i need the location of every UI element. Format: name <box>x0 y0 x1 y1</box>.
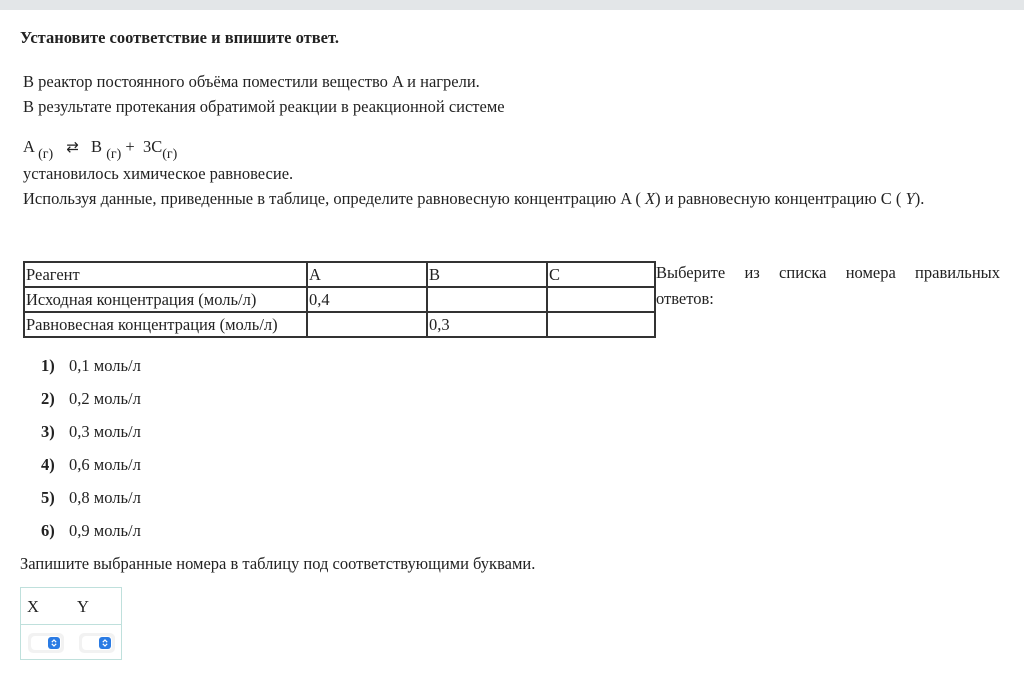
product-b: B <box>91 137 103 156</box>
write-instruction: Запишите выбранные номера в таблицу под соответствующими буквами. <box>20 554 536 573</box>
answer-options-list <box>41 353 141 551</box>
table-row <box>24 312 655 337</box>
table-cell <box>307 312 427 337</box>
task-instruction: Установите соответствие и впишите ответ. <box>20 28 339 47</box>
choose-instruction <box>656 260 1000 312</box>
task-text <box>23 69 1018 211</box>
answer-select-x[interactable] <box>28 633 64 653</box>
equilibrium-arrow-icon: ⇄ <box>66 138 79 156</box>
table-header-cell: Реагент <box>24 262 307 287</box>
list-item <box>41 419 141 452</box>
product-b-state: (г) <box>106 147 122 162</box>
table-row <box>24 287 655 312</box>
option-text: 0,2 моль/л <box>69 389 141 408</box>
table-cell <box>547 312 655 337</box>
list-item <box>41 353 141 386</box>
table-cell <box>547 287 655 312</box>
choose-line-2: ответов: <box>656 289 714 308</box>
plus-sign: + <box>125 137 135 156</box>
option-text: 0,6 моль/л <box>69 455 141 474</box>
option-number: 3) <box>41 422 55 441</box>
option-text: 0,3 моль/л <box>69 422 141 441</box>
table-header-row <box>24 262 655 287</box>
select-arrows-icon <box>48 637 60 649</box>
list-item <box>41 518 141 551</box>
answer-label-x: X <box>27 597 39 616</box>
product-c: 3C <box>142 137 163 156</box>
reaction-equation <box>23 133 1018 161</box>
reactant-a-state: (г) <box>38 147 54 162</box>
table-cell: Исходная концентрация (моль/л) <box>24 287 307 312</box>
task-line-4: Используя данные, приведенные в таблице, определите равновесную концентрацию A ( X) и равновесную концентрацию C ( Y). <box>23 189 925 208</box>
option-number: 2) <box>41 389 55 408</box>
option-number: 1) <box>41 356 55 375</box>
choose-line-1: Выберите из списка номера правильных <box>656 263 1000 282</box>
answer-header <box>21 588 121 625</box>
option-number: 4) <box>41 455 55 474</box>
variable-x: X <box>645 189 656 208</box>
table-header-cell: B <box>427 262 547 287</box>
concentration-table <box>23 261 656 338</box>
list-item <box>41 452 141 485</box>
table-header-cell: A <box>307 262 427 287</box>
reactant-a: A <box>23 137 35 156</box>
table-cell: Равновесная концентрация (моль/л) <box>24 312 307 337</box>
list-item <box>41 485 141 518</box>
table-header-cell: C <box>547 262 655 287</box>
table-cell: 0,3 <box>427 312 547 337</box>
top-bar <box>0 0 1024 10</box>
option-number: 6) <box>41 521 55 540</box>
answer-label-y: Y <box>77 597 89 616</box>
task-line-3: установилось химическое равновесие. <box>23 164 294 183</box>
task-line-2: В результате протекания обратимой реакции в реакционной системе <box>23 97 505 116</box>
product-c-state: (г) <box>162 147 178 162</box>
answer-table <box>20 587 122 660</box>
variable-y: Y <box>905 189 915 208</box>
select-arrows-icon <box>99 637 111 649</box>
option-text: 0,9 моль/л <box>69 521 141 540</box>
task-line-1: В реактор постоянного объёма поместили вещество A и нагрели. <box>23 72 480 91</box>
answer-select-y[interactable] <box>79 633 115 653</box>
table-cell <box>427 287 547 312</box>
option-text: 0,1 моль/л <box>69 356 141 375</box>
option-number: 5) <box>41 488 55 507</box>
table-cell: 0,4 <box>307 287 427 312</box>
list-item <box>41 386 141 419</box>
option-text: 0,8 моль/л <box>69 488 141 507</box>
